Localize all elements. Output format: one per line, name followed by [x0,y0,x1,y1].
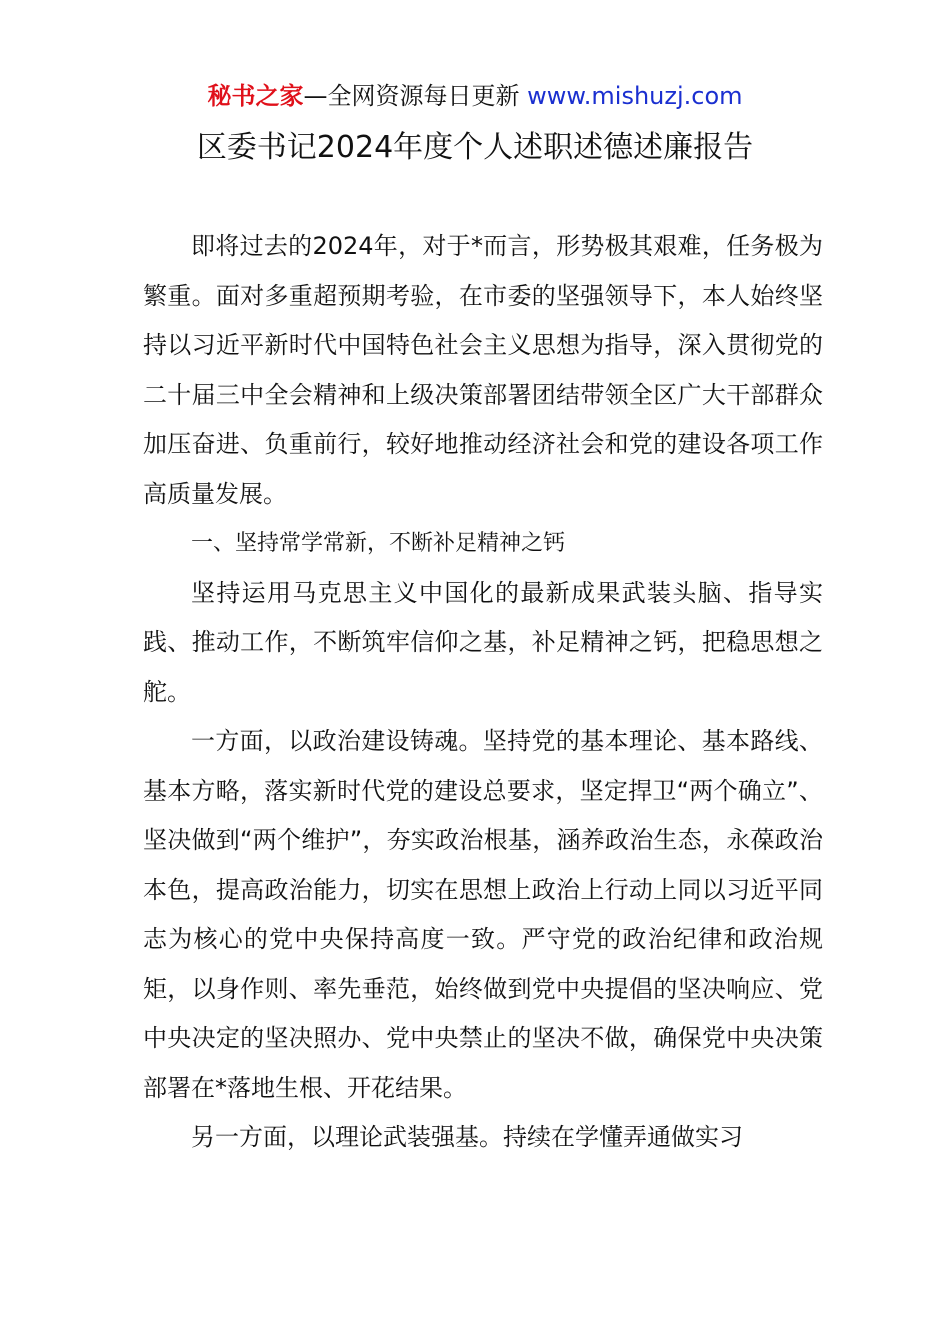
paragraph-section-1: 坚持运用马克思主义中国化的最新成果武装头脑、指导实践、推动工作，不断筑牢信仰之基，补足精神之钙，把稳思想之舵。 [143,578,823,706]
site-url-link[interactable]: www.mishuzj.com [527,82,743,110]
paragraph-political-building: 一方面，以政治建设铸魂。坚持党的基本理论、基本路线、基本方略，落实新时代党的建设总要求，坚定捍卫“两个确立”、坚决做到“两个维护”，夯实政治根基，涵养政治生态，永葆政治本色，提高政治能力，切实在思想上政治上行动上同以习近平同志为核心的党中央保持高度一致。严守党的政治纪律和政治规矩，以身作则、率先垂范，始终做到党中央提倡的坚决响应、党中央决定的坚决照办、党中央禁止的坚决不做，确保党中央决策部署在*落地生根、开花结果。 [143,727,823,1102]
paragraph-theory-armament: 另一方面，以理论武装强基。持续在学懂弄通做实习 [191,1123,743,1151]
document-body [143,222,823,1163]
document-title: 区委书记2024年度个人述职述德述廉报告 [196,130,754,165]
site-banner [0,80,950,112]
site-tagline: —全网资源每日更新 [303,82,528,110]
site-name: 秘书之家 [207,82,304,110]
section-heading-1: 一、坚持常学常新，不断补足精神之钙 [191,531,566,556]
paragraph-intro: 即将过去的2024年，对于*而言，形势极其艰难，任务极为繁重。面对多重超预期考验，在市委的坚强领导下，本人始终坚持以习近平新时代中国特色社会主义思想为指导，深入贯彻党的二十届三中全会精神和上级决策部署团结带领全区广大干部群众加压奋进、负重前行，较好地推动经济社会和党的建设各项工作高质量发展。 [143,232,823,508]
